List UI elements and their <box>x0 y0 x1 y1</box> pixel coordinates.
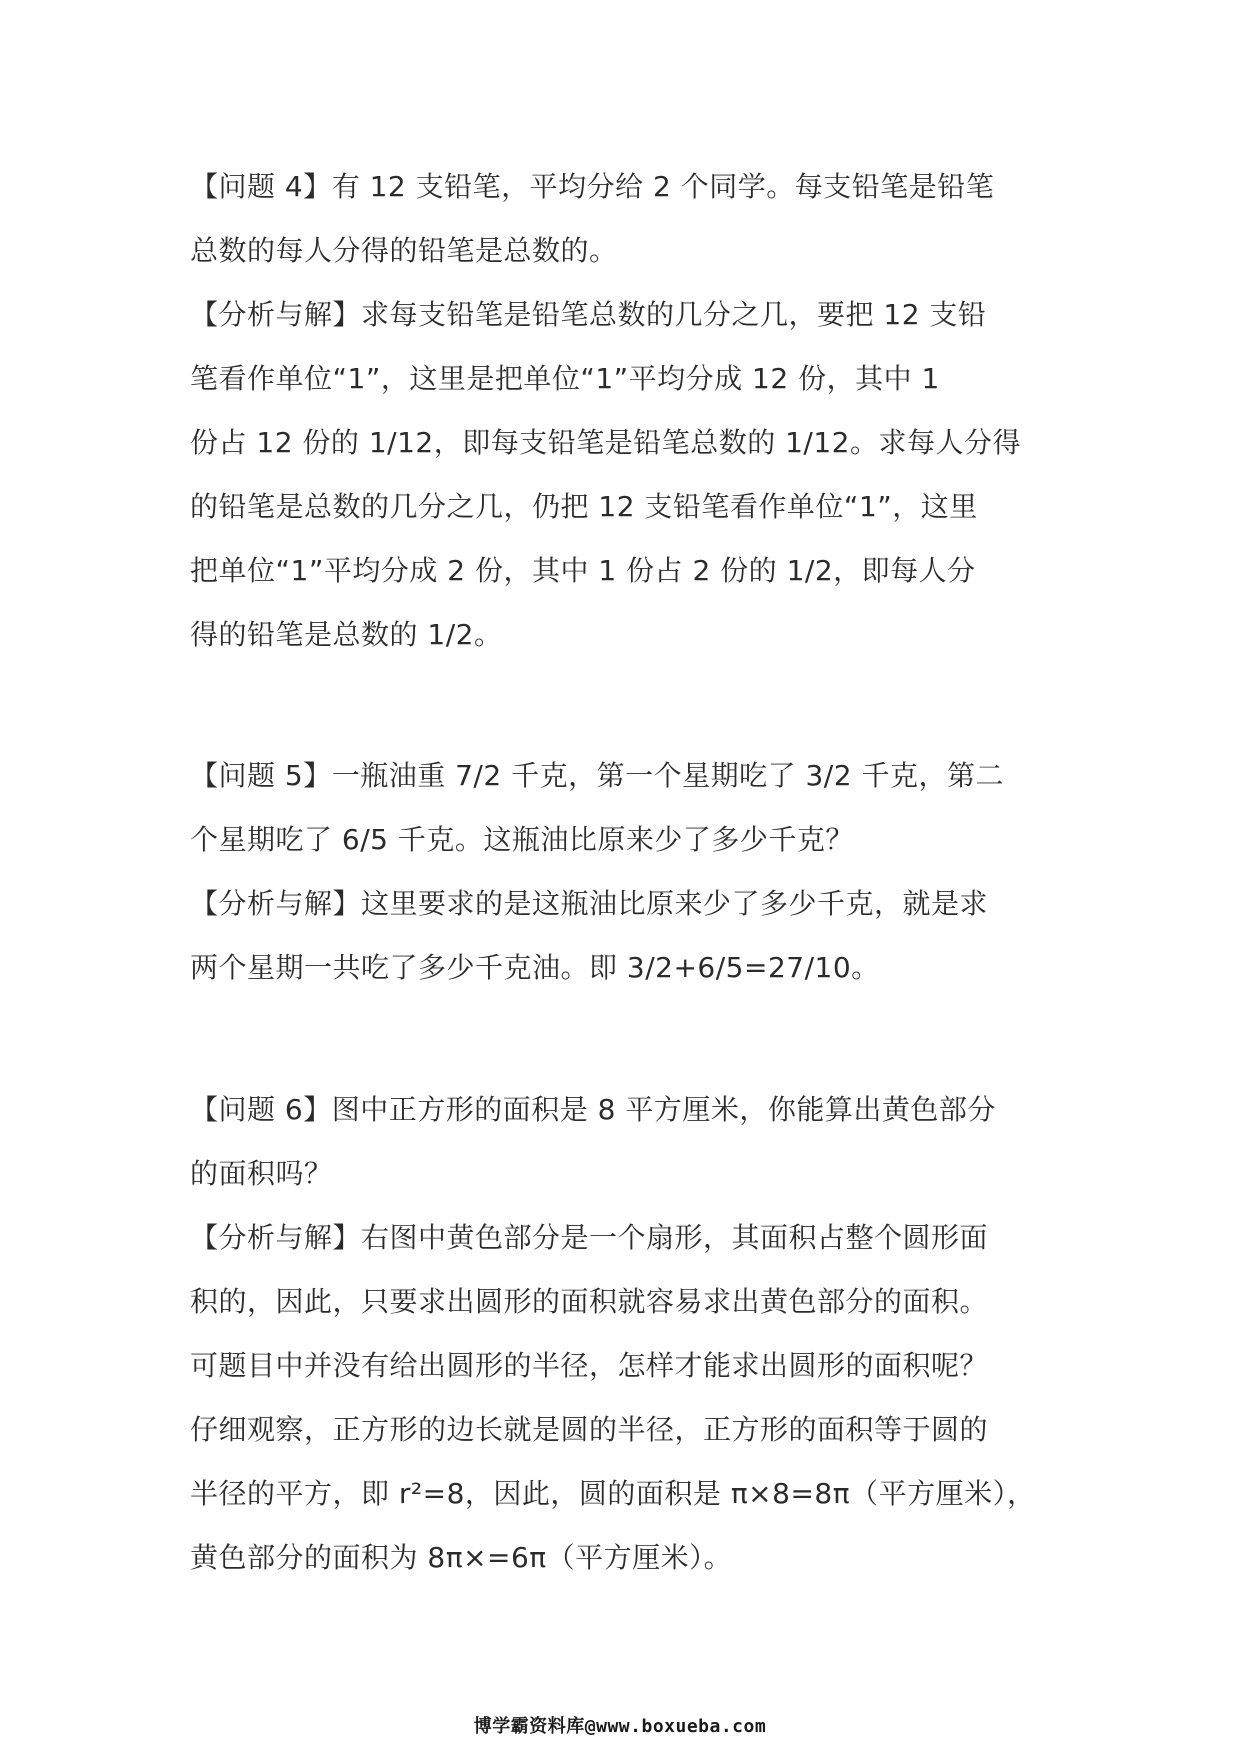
problem-4-analysis-line-2: 笔看作单位“1”，这里是把单位“1”平均分成 12 份，其中 1 <box>190 362 940 395</box>
problem-5-analysis-line-2: 两个星期一共吃了多少千克油。即 3/2+6/5=27/10。 <box>190 951 880 984</box>
problem-5-analysis-line-1: 【分析与解】这里要求的是这瓶油比原来少了多少千克，就是求 <box>190 887 989 920</box>
problem-6-line-1: 【问题 6】图中正方形的面积是 8 平方厘米，你能算出黄色部分 <box>190 1093 996 1126</box>
problem-4-line-1: 【问题 4】有 12 支铅笔，平均分给 2 个同学。每支铅笔是铅笔 <box>190 170 995 203</box>
problem-4-analysis-line-6: 得的铅笔是总数的 1/2。 <box>190 618 503 651</box>
problem-4-analysis-line-5: 把单位“1”平均分成 2 份，其中 1 份占 2 份的 1/2，即每人分 <box>190 554 976 587</box>
problem-6-analysis-line-4: 仔细观察，正方形的边长就是圆的半径，正方形的面积等于圆的 <box>190 1413 989 1446</box>
problem-6-analysis-line-2: 积的，因此，只要求出圆形的面积就容易求出黄色部分的面积。 <box>190 1285 989 1318</box>
footer-watermark: 博学霸资料库@www.boxueba.com <box>473 1716 767 1737</box>
problem-5 <box>190 744 1070 1000</box>
problem-4 <box>190 155 1070 667</box>
problem-4-analysis-line-1: 【分析与解】求每支铅笔是铅笔总数的几分之几，要把 12 支铅 <box>190 298 987 331</box>
problem-5-line-1: 【问题 5】一瓶油重 7/2 千克，第一个星期吃了 3/2 千克，第二 <box>190 759 1004 792</box>
problem-4-line-2: 总数的每人分得的铅笔是总数的。 <box>190 234 618 267</box>
problem-6 <box>190 1078 1070 1590</box>
problem-6-line-2: 的面积吗？ <box>190 1157 333 1190</box>
problem-6-analysis-line-1: 【分析与解】右图中黄色部分是一个扇形，其面积占整个圆形面 <box>190 1221 989 1254</box>
problem-6-analysis-line-3: 可题目中并没有给出圆形的半径，怎样才能求出圆形的面积呢？ <box>190 1349 989 1382</box>
problem-4-analysis-line-4: 的铅笔是总数的几分之几，仍把 12 支铅笔看作单位“1”，这里 <box>190 490 978 523</box>
problem-6-analysis-line-6: 黄色部分的面积为 8π×=6π（平方厘米）。 <box>190 1541 733 1574</box>
problem-6-analysis-line-5: 半径的平方，即 r²=8，因此，圆的面积是 π×8=8π（平方厘米）， <box>190 1477 1036 1510</box>
problem-4-analysis-line-3: 份占 12 份的 1/12，即每支铅笔是铅笔总数的 1/12。求每人分得 <box>190 426 1021 459</box>
problem-5-line-2: 个星期吃了 6/5 千克。这瓶油比原来少了多少千克？ <box>190 823 854 856</box>
